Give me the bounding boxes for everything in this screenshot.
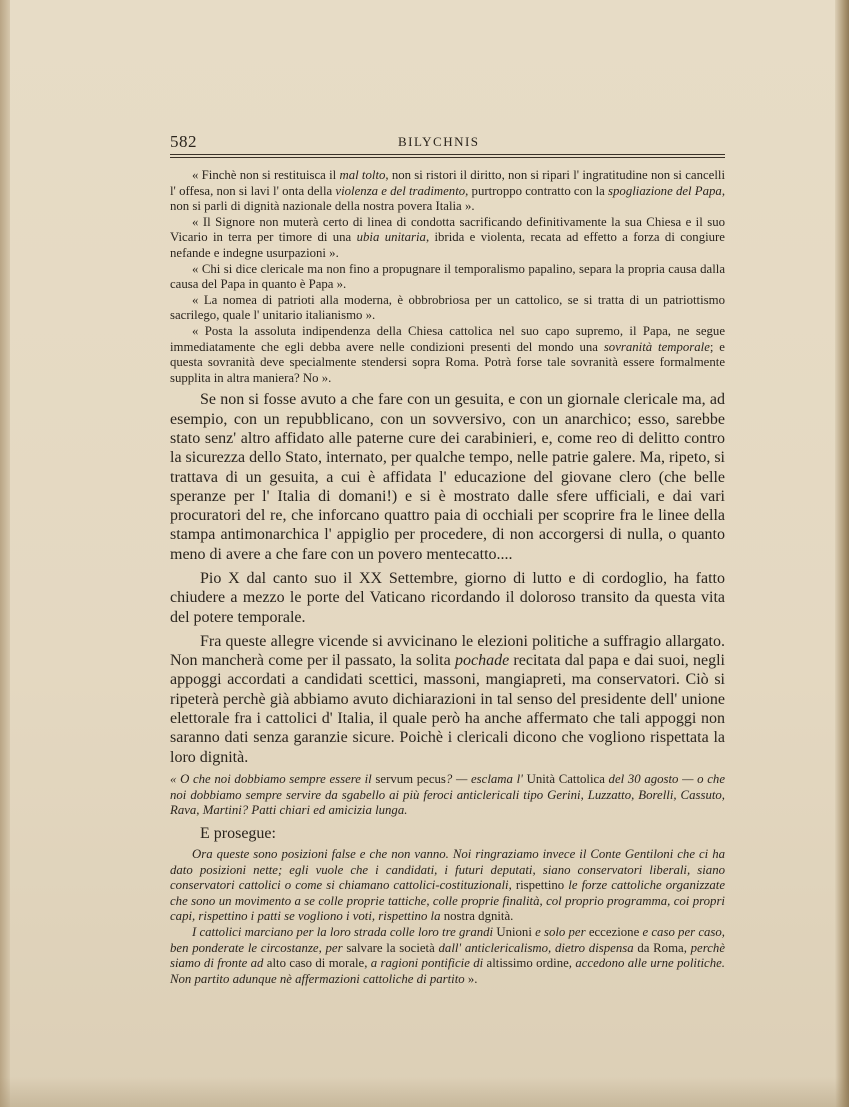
italic-run: ubia unitaria xyxy=(356,230,426,245)
text-run: alto caso di morale, xyxy=(263,956,371,971)
running-title: BILYCHNIS xyxy=(398,134,480,149)
quote-paragraph xyxy=(170,324,725,386)
italic-run: accedono alle urne politiche. Non partito adunque nè affermazioni cattoliche di partito xyxy=(170,956,726,986)
italic-run: a ragioni pontificie di xyxy=(370,956,484,971)
page-edge-shadow xyxy=(835,0,849,1107)
italic-run: e caso per caso, xyxy=(642,925,725,939)
text-run: , non si parli di dignità nazionale della nostra povera Italia ». xyxy=(170,183,726,214)
italic-run: mal tolto xyxy=(339,168,386,182)
quote-paragraph: « La nomea di patrioti alla moderna, è obbrobriosa per un cattolico, se si tratta di un patriottismo sacrilego, quale l' unitario italianismo ». xyxy=(170,292,725,323)
italic-run: dall' anticlericalismo, dietro dispensa xyxy=(438,940,634,955)
page-header xyxy=(170,128,725,156)
text-run: servum pecus xyxy=(375,771,446,786)
quote-paragraph: « Chi si dice clericale ma non fino a propugnare il temporalismo papalino, separa la propria causa dalla causa del Papa in quanto è Papa ». xyxy=(170,261,725,292)
text-run: ; e questa sovranità deve specialmente stendersi sopra Roma. Potrà forse tale sovranità essere formalmente supplita in altra maniera? No ». xyxy=(170,339,725,385)
body-paragraph: E prosegue: xyxy=(200,824,276,842)
text-run: eccezione xyxy=(585,925,643,939)
italic-run: ben ponderate le circostanze, per xyxy=(170,940,343,955)
text-run: rispettino xyxy=(511,878,569,893)
text-run: salvare la società xyxy=(342,940,439,955)
text-run: Fra queste allegre vicende si avvicinano le elezioni politiche a suffragio allargato. Non mancherà come per il passato, la solita xyxy=(170,632,725,670)
quote-paragraph xyxy=(170,925,725,987)
text-run: altissimo ordine, xyxy=(483,956,576,971)
italic-run: le forze cattoliche organizzate che sono un movimento a se colle proprie tattiche, colle proprie finalità, col proprio programma, coi propri capi, rispettino i patti se vogliono i voti, rispettino la xyxy=(170,878,725,924)
text-run: , purtroppo contratto con la xyxy=(465,183,609,198)
article-body xyxy=(170,168,725,987)
quote-paragraph xyxy=(170,847,725,925)
italic-run: perchè siamo di fronte ad xyxy=(170,940,725,971)
italic-run: « O che noi dobbiamo sempre essere il xyxy=(170,771,376,786)
italic-run: l' xyxy=(516,771,523,786)
text-run: da Roma, xyxy=(633,940,691,955)
body-paragraph: Pio X dal canto suo il XX Settembre, giorno di lutto e di cordoglio, ha fatto chiudere a mezzo le porte del Vaticano ricordando il doloroso transito da questa vita del potere temporale. xyxy=(170,569,725,626)
quote-paragraph xyxy=(170,215,725,262)
text-run: , ibrida e violenta, recata ad effetto a forza di congiure nefande e indegne usurpazioni ». xyxy=(170,230,725,260)
header-rule-thin xyxy=(170,154,725,155)
body-paragraph xyxy=(170,632,725,767)
text-run: , non si ristori il diritto, non si ripari l' ingratitudine non si cancelli l' offesa, non si lavi l' onta della xyxy=(170,168,726,198)
italic-run: Ora queste sono posizioni false e che non vanno. Noi ringraziamo invece il Conte Gentiloni che ci ha dato posizioni nette; egli vuole che i candidati, i futuri deputati, siano conservatori liberali, siano conservatori cattolici o come si chiamano cattolici-costituzionali, xyxy=(170,847,725,893)
text-run: « Finchè non si restituisca il xyxy=(192,168,340,182)
italic-run: violenza e del tradimento xyxy=(335,183,466,198)
quote-paragraph xyxy=(170,168,725,215)
quote-paragraph xyxy=(170,772,725,819)
italic-run: ? — esclama xyxy=(445,771,517,786)
text-run: Unità Cattolica xyxy=(522,771,605,786)
page-number: 582 xyxy=(170,132,197,151)
header-rule-thick xyxy=(170,157,725,158)
text-run: ». xyxy=(464,971,478,986)
body-paragraph: Se non si fosse avuto a che fare con un gesuita, e con un giornale clericale ma, ad esempio, con un repubblicano, con un sovversivo, con un anarchico; esso, sarebbe stato senz' altro affidato alle paterne cure dei carabinieri, e, come reo di delitto contro la sicurezza dello Stato, internato, per qualche tempo, nelle patrie galere. Ma, ripeto, si trattava di un gesuita, a cui è affidata l' educazione del giovane clero (che belle speranze per l' Italia di domani!) e si è mostrato dalle sfere ufficiali, e dai vari procuratori del re, che inforcano quattro paia di occhiali per scoprire fra le linee della stampa antimonarchica l' appiglio per procedere, di non accorgersi di nulla, o quanto meno di avere a che fare con un povero mentecatto.... xyxy=(170,391,725,563)
italic-run: pochade xyxy=(454,652,510,670)
italic-run: e solo per xyxy=(535,925,586,939)
text-run: « Il Signore non muterà certo di linea di condotta sacrificando definitivamente la sua Chiesa e il suo Vicario in terra per timore di una xyxy=(170,214,725,245)
text-run: nostra dgnità. xyxy=(440,909,514,924)
italic-run: del 30 agosto — o che noi dobbiamo sempre servire da sgabello ai più feroci anticlericali tipo Gerini, Luzzatto, Borelli, Cassuto, Rava, Martini? Patti chiari ed amicizia lunga. xyxy=(170,771,726,818)
italic-run: sovranità temporale xyxy=(603,339,710,354)
italic-run: spogliazione del Papa xyxy=(608,183,722,198)
text-run: recitata dal papa e dai suoi, negli appoggi accordati a candidati scettici, massoni, mangiapreti, ma conservatori. Ciò si ripeterà perchè già abbiamo avuto dichiarazioni in tal senso del presidente dell' unione elettorale fra i cattolici d' Italia, il quale però ha anche affermato che tali appoggi non saranno dati senza garanzie sicure. Poichè i clericali dicono che vogliono rispettata la loro dignità. xyxy=(170,652,726,766)
text-run: Unioni xyxy=(493,925,536,939)
book-gutter xyxy=(0,0,10,1107)
text-run: « Posta la assoluta indipendenza della Chiesa cattolica nel suo capo supremo, il Papa, ne segue immediatamente che egli debba avere nelle condizioni presenti del mondo una xyxy=(170,323,725,354)
italic-run: I cattolici marciano per la loro strada colle loro tre grandi xyxy=(192,925,494,939)
page-bottom-shadow xyxy=(0,1077,849,1107)
